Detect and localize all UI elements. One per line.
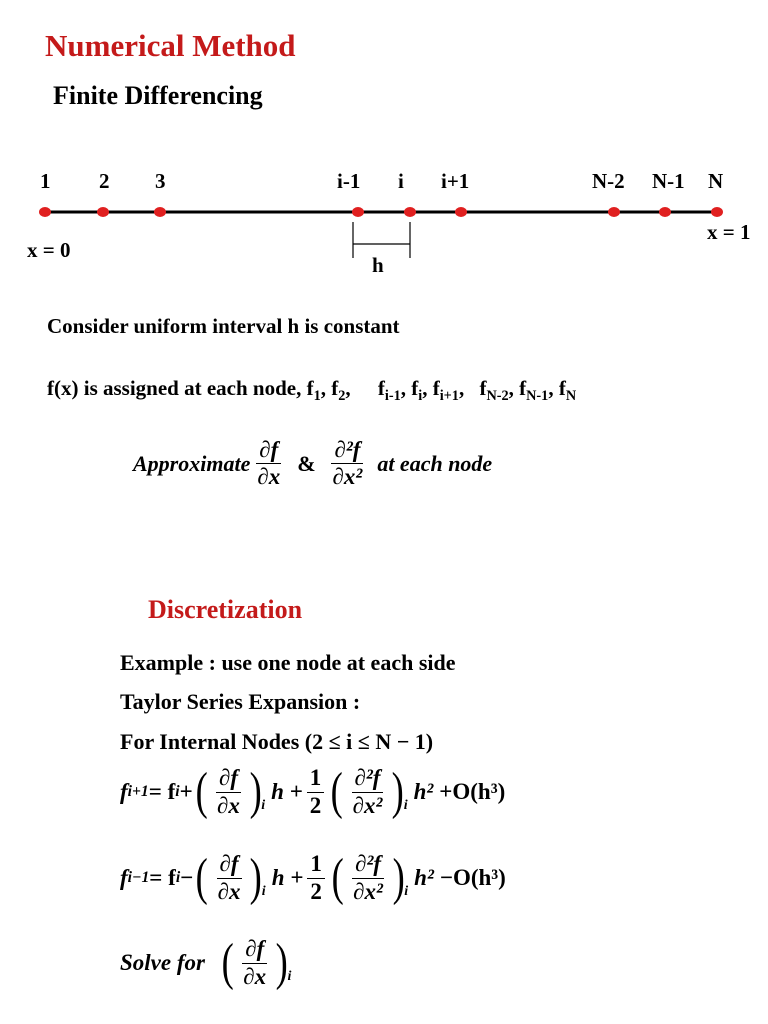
grid-node [659, 207, 671, 217]
grid-top-labels [40, 169, 723, 193]
grid-node-label: N [708, 169, 724, 193]
grid-node [455, 207, 467, 217]
grid-node [154, 207, 166, 217]
uniform-interval-text: Consider uniform interval h is constant [47, 314, 400, 338]
right-boundary-label: x = 1 [707, 220, 751, 244]
interval-label: h [372, 253, 384, 277]
grid-node [352, 207, 364, 217]
grid-node-label: 3 [155, 169, 166, 193]
grid-node [404, 207, 416, 217]
grid-node [97, 207, 109, 217]
left-boundary-label: x = 0 [27, 238, 71, 262]
grid-node-label: N-1 [652, 169, 685, 193]
grid-node-label: N-2 [592, 169, 625, 193]
taylor-line: Taylor Series Expansion : [120, 689, 361, 714]
grid-node-label: i [398, 169, 404, 193]
page-title: Numerical Method [45, 28, 296, 63]
solve-for-line: Solve for ( $\frac{\partial f}{\partial x}$ ) i [120, 934, 292, 991]
internal-nodes-line: For Internal Nodes (2 ≤ i ≤ N − 1) [120, 729, 434, 754]
taylor-forward-equation: f i+1 = f i + ( $\frac{\partial f}{\partial x}$ ) i h + $\frac{1}{2}$ ( $\frac{\text{∂²f}}{\text{∂x²}}$ ) i h² +O(h³) [120, 763, 506, 820]
grid-node-label: 1 [40, 169, 51, 193]
grid-node [608, 207, 620, 217]
grid-node-label: 2 [99, 169, 110, 193]
approximate-line: Approximate $\frac{\partial f}{\partial x}$ & $\frac{\text{∂²f}}{\text{∂x²}}$ at each node [133, 437, 493, 490]
grid-node-label: i-1 [337, 169, 361, 193]
grid-node [711, 207, 723, 217]
taylor-backward-equation: f i−1 = f i − ( $\frac{\partial f}{\partial x}$ ) i h + $\frac{1}{2}$ ( $\frac{\text{∂²f}}{\text{∂x²}}$ ) i h² −O(h³) [120, 849, 506, 906]
assigned-text: f(x) is assigned at each node, $f_1$, $f_2$, $f_{i-1}$, $f_i$, $f_{i+1}$, $f_{N-2}$, $f_{N-1}$, $f_N$ [47, 376, 577, 404]
grid-node [39, 207, 51, 217]
grid-diagram [0, 160, 768, 280]
grid-node-label: i+1 [441, 169, 470, 193]
section-title: Discretization [148, 595, 303, 624]
page-subtitle: Finite Differencing [53, 81, 263, 110]
example-line: Example : use one node at each side [120, 650, 456, 675]
